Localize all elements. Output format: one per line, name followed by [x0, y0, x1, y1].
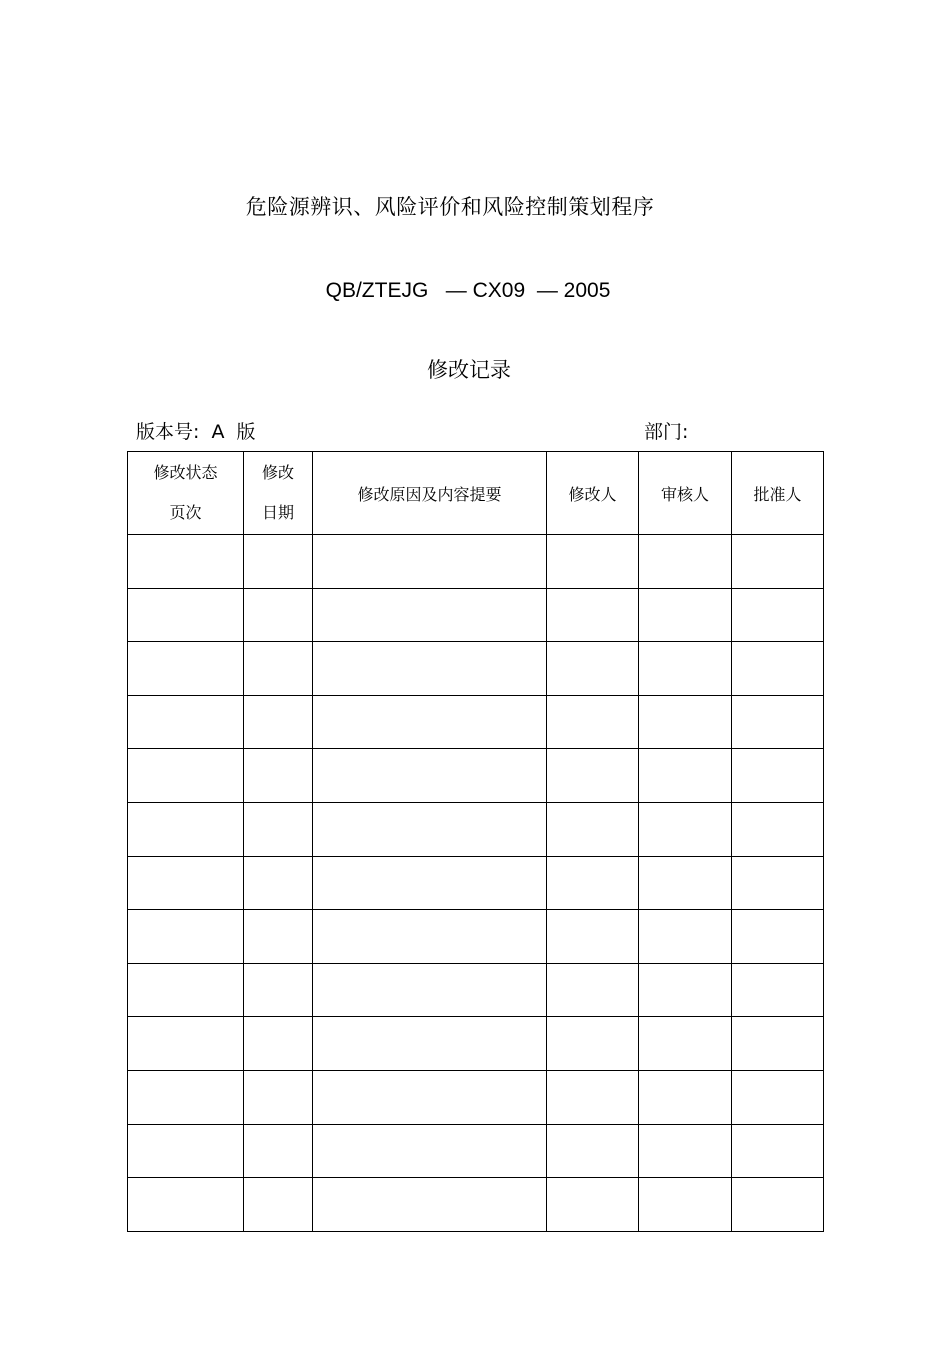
cell-revision-date [244, 588, 313, 642]
cell-revision-date [244, 1124, 313, 1178]
cell-reviewer [639, 642, 732, 696]
version-label: 版本号: A 版 [136, 421, 256, 443]
cell-approver [732, 1178, 824, 1232]
cell-status-page [128, 802, 244, 856]
cell-modifier [547, 856, 639, 910]
cell-reviewer [639, 802, 732, 856]
document-title: 危险源辨识、风险评价和风险控制策划程序 [245, 195, 655, 219]
cell-status-page [128, 1124, 244, 1178]
cell-modifier [547, 642, 639, 696]
cell-reviewer [639, 1070, 732, 1124]
department-label: 部门: [644, 421, 689, 443]
table-row [128, 1124, 824, 1178]
document-subtitle: 修改记录 [427, 358, 511, 382]
cell-modifier [547, 1124, 639, 1178]
cell-revision-reason [313, 695, 547, 749]
cell-approver [732, 963, 824, 1017]
table-row [128, 749, 824, 803]
table-row [128, 642, 824, 696]
cell-status-page [128, 1178, 244, 1232]
cell-status-page [128, 856, 244, 910]
cell-revision-date [244, 695, 313, 749]
cell-revision-date [244, 1017, 313, 1071]
cell-approver [732, 642, 824, 696]
cell-revision-reason [313, 588, 547, 642]
cell-status-page [128, 1017, 244, 1071]
revision-record-table [127, 451, 824, 1232]
table-row [128, 802, 824, 856]
document-code: QB/ZTEJG — CX09 — 2005 [325, 279, 611, 302]
cell-reviewer [639, 588, 732, 642]
cell-modifier [547, 963, 639, 1017]
cell-status-page [128, 1070, 244, 1124]
table-body [128, 535, 824, 1232]
cell-status-page [128, 910, 244, 964]
table-header-row [128, 452, 824, 535]
table-row [128, 588, 824, 642]
cell-revision-date [244, 802, 313, 856]
cell-revision-reason [313, 1070, 547, 1124]
cell-reviewer [639, 1178, 732, 1232]
cell-reviewer [639, 535, 732, 589]
cell-status-page [128, 588, 244, 642]
cell-status-page [128, 642, 244, 696]
cell-modifier [547, 802, 639, 856]
cell-revision-date [244, 1070, 313, 1124]
header-approver: 批准人 [732, 452, 824, 535]
cell-reviewer [639, 856, 732, 910]
cell-revision-reason [313, 963, 547, 1017]
cell-revision-date [244, 910, 313, 964]
cell-approver [732, 588, 824, 642]
header-revision-date [244, 452, 313, 535]
header-reviewer: 审核人 [639, 452, 732, 535]
table-row [128, 856, 824, 910]
cell-reviewer [639, 749, 732, 803]
cell-revision-reason [313, 642, 547, 696]
cell-status-page [128, 963, 244, 1017]
header-status-line2: 页次 [169, 503, 202, 522]
cell-revision-date [244, 856, 313, 910]
cell-status-page [128, 749, 244, 803]
cell-revision-reason [313, 1017, 547, 1071]
cell-approver [732, 1017, 824, 1071]
cell-revision-date [244, 1178, 313, 1232]
cell-revision-reason [313, 1124, 547, 1178]
cell-revision-reason [313, 910, 547, 964]
header-date-line2: 日期 [261, 503, 294, 522]
cell-modifier [547, 695, 639, 749]
cell-reviewer [639, 695, 732, 749]
cell-modifier [547, 535, 639, 589]
cell-modifier [547, 1178, 639, 1232]
table-row [128, 963, 824, 1017]
cell-status-page [128, 535, 244, 589]
cell-revision-reason [313, 749, 547, 803]
header-status-page [128, 452, 244, 535]
table-row [128, 910, 824, 964]
cell-revision-date [244, 535, 313, 589]
cell-reviewer [639, 1017, 732, 1071]
cell-approver [732, 749, 824, 803]
cell-approver [732, 535, 824, 589]
header-revision-reason: 修改原因及内容提要 [313, 452, 547, 535]
cell-reviewer [639, 910, 732, 964]
table-row [128, 535, 824, 589]
cell-reviewer [639, 1124, 732, 1178]
cell-modifier [547, 749, 639, 803]
cell-modifier [547, 1070, 639, 1124]
cell-modifier [547, 588, 639, 642]
cell-status-page [128, 695, 244, 749]
header-date-line1: 修改 [261, 463, 294, 482]
cell-modifier [547, 1017, 639, 1071]
header-modifier: 修改人 [547, 452, 639, 535]
cell-approver [732, 1070, 824, 1124]
cell-approver [732, 910, 824, 964]
table-row [128, 1070, 824, 1124]
header-status-line1: 修改状态 [153, 463, 218, 482]
cell-approver [732, 1124, 824, 1178]
table-row [128, 1178, 824, 1232]
cell-reviewer [639, 963, 732, 1017]
table-row [128, 1017, 824, 1071]
cell-modifier [547, 910, 639, 964]
cell-revision-reason [313, 802, 547, 856]
cell-revision-reason [313, 1178, 547, 1232]
cell-revision-date [244, 642, 313, 696]
cell-approver [732, 802, 824, 856]
cell-revision-reason [313, 856, 547, 910]
cell-revision-reason [313, 535, 547, 589]
cell-revision-date [244, 749, 313, 803]
cell-approver [732, 695, 824, 749]
table-row [128, 695, 824, 749]
cell-revision-date [244, 963, 313, 1017]
cell-approver [732, 856, 824, 910]
